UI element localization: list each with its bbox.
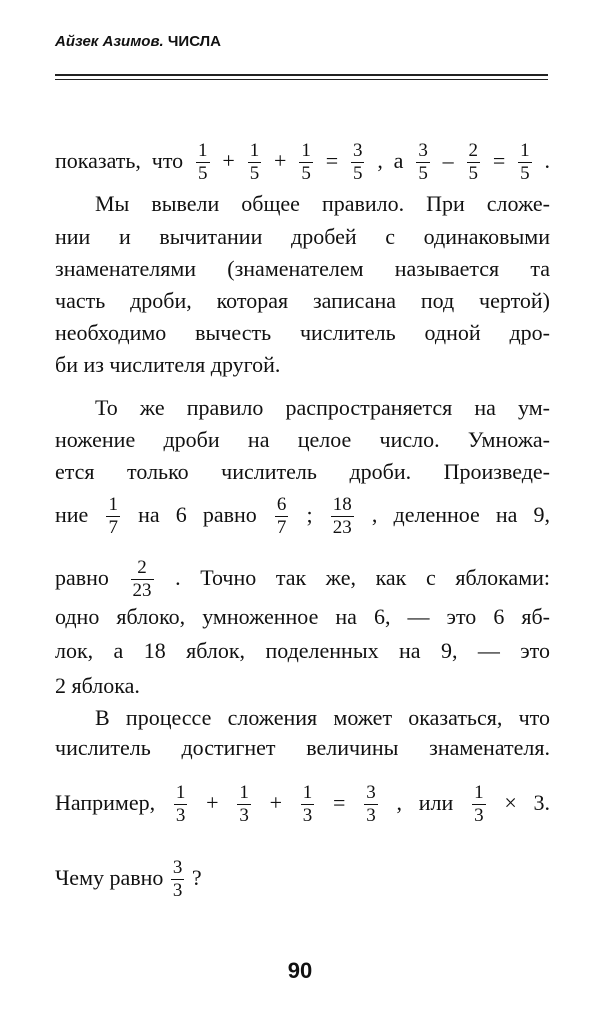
- denominator: 23: [132, 580, 152, 602]
- header-rule-thin: [55, 79, 548, 80]
- text-line: [55, 604, 550, 630]
- text-line: [55, 673, 550, 699]
- text-run: Мы вывели общее правило. При сложе-: [95, 191, 550, 216]
- text-run: нии и вычитании дробей с одинаковыми: [55, 224, 550, 249]
- text-run: ние: [55, 502, 89, 527]
- fraction: [351, 141, 365, 184]
- denominator: 5: [418, 163, 428, 185]
- fraction: [331, 495, 354, 538]
- header-rule: [55, 74, 548, 76]
- denominator: 3: [175, 805, 186, 827]
- fraction: [131, 558, 154, 601]
- text-line: [55, 320, 550, 346]
- numerator: 3: [352, 140, 363, 162]
- text-run: –: [442, 148, 454, 173]
- text-run: =: [492, 148, 506, 173]
- text-line: [55, 288, 550, 314]
- fraction: [196, 141, 210, 184]
- denominator: 3: [239, 805, 249, 827]
- text-run: одно яблоко, умноженное на 6, — это 6 яб-: [55, 604, 550, 629]
- text-run: ется только числитель дроби. Произведе-: [55, 459, 550, 484]
- denominator: 5: [249, 163, 260, 185]
- numerator: 3: [172, 857, 183, 879]
- fraction: [237, 783, 251, 826]
- text-run: числитель достигнет величины знаменателя.: [55, 735, 550, 760]
- numerator: 6: [276, 494, 287, 516]
- numerator: 1: [301, 140, 311, 162]
- denominator: 23: [332, 517, 352, 539]
- fraction: [248, 141, 262, 184]
- text-run: ;: [306, 502, 313, 527]
- text-line: [55, 352, 550, 378]
- text-run: +: [206, 790, 219, 815]
- numerator: 18: [332, 494, 352, 516]
- denominator: 7: [108, 517, 118, 539]
- text-run: часть дроби, которая записана под чертой): [55, 288, 550, 313]
- text-run: необходимо вычесть числитель одной дро-: [55, 320, 550, 345]
- numerator: 1: [108, 494, 118, 516]
- text-line: [55, 705, 550, 731]
- text-run: +: [222, 148, 235, 173]
- text-run: +: [269, 790, 283, 815]
- denominator: 3: [366, 805, 376, 827]
- text-line: [55, 638, 550, 664]
- fraction: [299, 141, 313, 184]
- denominator: 7: [276, 517, 287, 539]
- text-line: [55, 191, 550, 217]
- text-line: [55, 256, 550, 282]
- text-line: [55, 395, 550, 421]
- fraction: [106, 495, 120, 538]
- text-line: [55, 781, 550, 825]
- fraction: [416, 141, 430, 184]
- running-header: [55, 33, 221, 50]
- text-run: на 6 равно: [138, 502, 257, 527]
- numerator: 1: [249, 140, 260, 162]
- text-run: То же правило распространяется на ум-: [95, 395, 550, 420]
- numerator: 1: [239, 782, 249, 804]
- text-run: знаменателями (знаменателем называется та: [55, 256, 550, 281]
- denominator: 5: [520, 163, 530, 185]
- header-author: Айзек Азимов.: [55, 33, 164, 50]
- fraction: [364, 783, 378, 826]
- text-line: [55, 459, 550, 485]
- text-run: Чему равно: [55, 865, 164, 890]
- fraction: [472, 783, 486, 826]
- text-run: , деленное на 9,: [371, 502, 551, 527]
- fraction: [171, 858, 185, 901]
- text-line: [55, 427, 550, 453]
- fraction: [275, 495, 289, 538]
- numerator: 1: [520, 140, 530, 162]
- fraction: [467, 141, 481, 184]
- numerator: 1: [474, 782, 484, 804]
- denominator: 3: [474, 805, 484, 827]
- text-line: [55, 556, 550, 600]
- text-line: [55, 856, 550, 900]
- text-run: =: [333, 790, 346, 815]
- numerator: 3: [418, 140, 428, 162]
- numerator: 1: [198, 140, 208, 162]
- text-run: ?: [191, 865, 202, 890]
- denominator: 5: [198, 163, 208, 185]
- text-run: .: [544, 148, 551, 173]
- text-run: , или: [396, 790, 454, 815]
- text-run: . Точно так же, как с яблоками:: [175, 565, 550, 590]
- denominator: 3: [172, 880, 183, 902]
- numerator: 1: [302, 782, 313, 804]
- fraction: [174, 783, 188, 826]
- text-run: лок, а 18 яблок, поделенных на 9, — это: [55, 638, 550, 663]
- text-line: [55, 224, 550, 250]
- numerator: 1: [175, 782, 186, 804]
- page-number: 90: [287, 958, 313, 983]
- numerator: 2: [468, 140, 479, 162]
- numerator: 3: [366, 782, 376, 804]
- fraction: [518, 141, 532, 184]
- text-line: [55, 735, 550, 761]
- fraction: [301, 783, 315, 826]
- text-run: равно: [55, 565, 109, 590]
- text-line: [55, 493, 550, 537]
- denominator: 5: [352, 163, 363, 185]
- text-run: ножение дроби на целое число. Умножа-: [55, 427, 550, 452]
- text-run: показать, что: [55, 148, 184, 173]
- text-run: × 3.: [504, 790, 550, 815]
- text-line: [55, 139, 550, 183]
- text-run: 2 яблока.: [55, 673, 140, 698]
- denominator: 3: [302, 805, 313, 827]
- denominator: 5: [468, 163, 479, 185]
- text-run: =: [325, 148, 339, 173]
- text-run: , а: [377, 148, 404, 173]
- text-run: В процессе сложения может оказаться, что: [95, 705, 550, 730]
- numerator: 2: [137, 557, 147, 579]
- denominator: 5: [301, 163, 311, 185]
- text-run: Например,: [55, 790, 156, 815]
- header-title: ЧИСЛА: [167, 33, 222, 50]
- text-run: +: [274, 148, 287, 173]
- text-run: би из числителя другой.: [55, 352, 281, 377]
